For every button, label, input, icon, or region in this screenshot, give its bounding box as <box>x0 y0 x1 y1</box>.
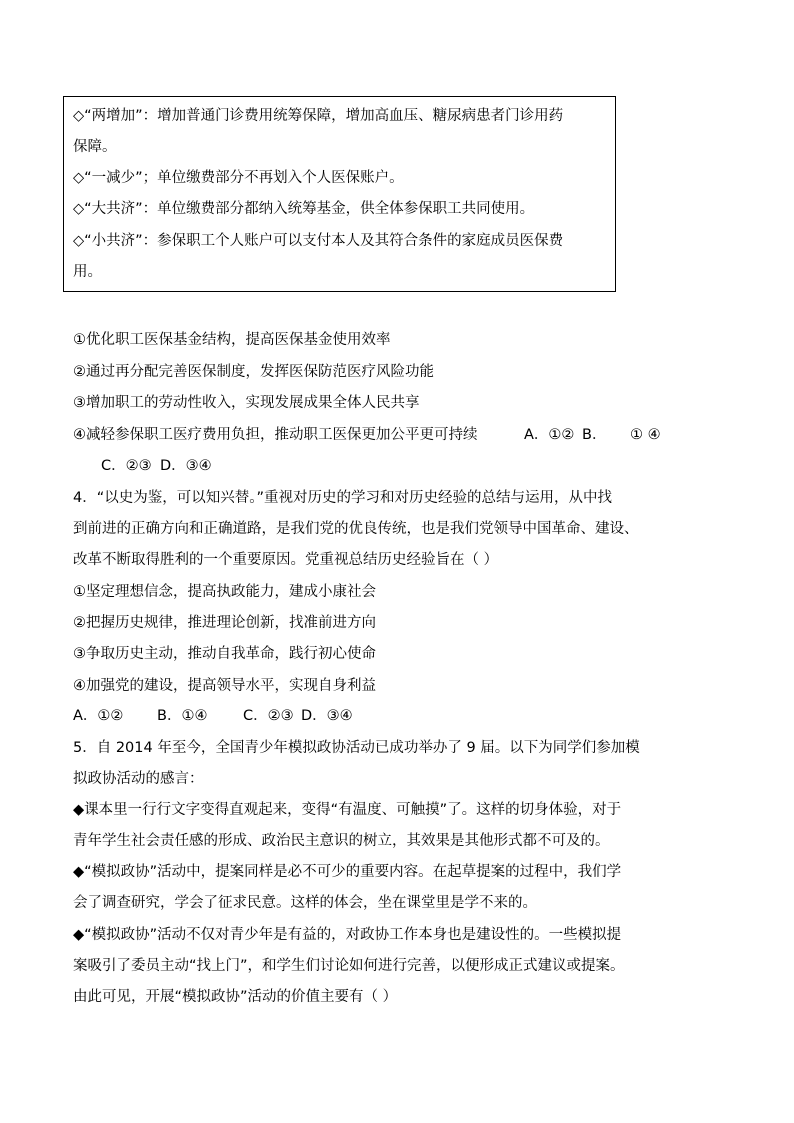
q3-option-4: ④减轻参保职工医疗费用负担，推动职工医保更加公平更可持续 <box>73 427 478 443</box>
q3-choice-c: C．②③ <box>101 458 152 474</box>
q4-option-1: ①坚定理想信念，提高执政能力，建成小康社会 <box>73 584 376 600</box>
q5-quote-3a: ◆“模拟政协”活动不仅对青少年是有益的，对政协工作本身也是建设性的。一些模拟提 <box>73 927 622 943</box>
q5-stem-1: 5．自 2014 年至今，全国青少年模拟政协活动已成功举办了 9 届。以下为同学们参加模 <box>73 740 640 756</box>
q4-choice-a: A．①② <box>73 708 124 724</box>
box-line-4: ◇“大共济”：单位缴费部分都纳入统筹基金，供全体参保职工共同使用。 <box>73 201 535 217</box>
q3-choice-b: B． <box>582 427 607 443</box>
q5-question: 由此可见，开展“模拟政协”活动的价值主要有（ ） <box>73 989 398 1005</box>
q4-option-2: ②把握历史规律，推进理论创新，找准前进方向 <box>73 615 376 631</box>
q5-quote-2b: 会了调查研究，学会了征求民意。这样的体会，坐在课堂里是学不来的。 <box>73 895 537 911</box>
q3-option-1: ①优化职工医保基金结构，提高医保基金使用效率 <box>73 332 391 348</box>
q5-stem-2: 拟政协活动的感言： <box>73 771 204 787</box>
box-line-3: ◇“一减少”；单位缴费部分不再划入个人医保账户。 <box>73 170 404 186</box>
box-line-6: 用。 <box>73 264 102 280</box>
box-line-2: 保障。 <box>73 139 117 155</box>
box-line-5: ◇“小共济”：参保职工个人账户可以支付本人及其符合条件的家庭成员医保费 <box>73 233 564 249</box>
q4-stem-2: 到前进的正确方向和正确道路，是我们党的优良传统，也是我们党领导中国革命、建设、 <box>73 521 639 537</box>
q4-choice-b: B．①④ <box>157 708 208 724</box>
q3-option-2: ②通过再分配完善医保制度，发挥医保防范医疗风险功能 <box>73 364 434 380</box>
q4-choice-d: D．③④ <box>301 708 353 724</box>
q3-choice-d: D．③④ <box>160 458 212 474</box>
q3-choice-b-value: ① ④ <box>630 427 661 443</box>
q5-quote-2a: ◆“模拟政协”活动中，提案同样是必不可少的重要内容。在起草提案的过程中，我们学 <box>73 864 622 880</box>
q3-option-3: ③增加职工的劳动性收入，实现发展成果全体人民共享 <box>73 395 420 411</box>
q4-option-3: ③争取历史主动，推动自我革命，践行初心使命 <box>73 646 376 662</box>
q4-stem-1: 4．“以史为鉴，可以知兴替。”重视对历史的学习和对历史经验的总结与运用，从中找 <box>73 490 612 506</box>
q4-stem-3: 改革不断取得胜利的一个重要原因。党重视总结历史经验旨在（ ） <box>73 552 499 568</box>
q4-choice-c: C．②③ <box>243 708 294 724</box>
q3-choice-a: A．①② <box>524 427 575 443</box>
q5-quote-3b: 案吸引了委员主动“找上门”，和学生们讨论如何进行完善，以便形成正式建议或提案。 <box>73 958 625 974</box>
box-line-1: ◇“两增加”：增加普通门诊费用统筹保障，增加高血压、糖尿病患者门诊用药 <box>73 108 564 124</box>
q4-option-4: ④加强党的建设，提高领导水平，实现自身利益 <box>73 678 376 694</box>
q5-quote-1a: ◆课本里一行行文字变得直观起来，变得“有温度、可触摸”了。这样的切身体验，对于 <box>73 802 622 818</box>
q5-quote-1b: 青年学生社会责任感的形成、政治民主意识的树立，其效果是其他形式都不可及的。 <box>73 833 610 849</box>
